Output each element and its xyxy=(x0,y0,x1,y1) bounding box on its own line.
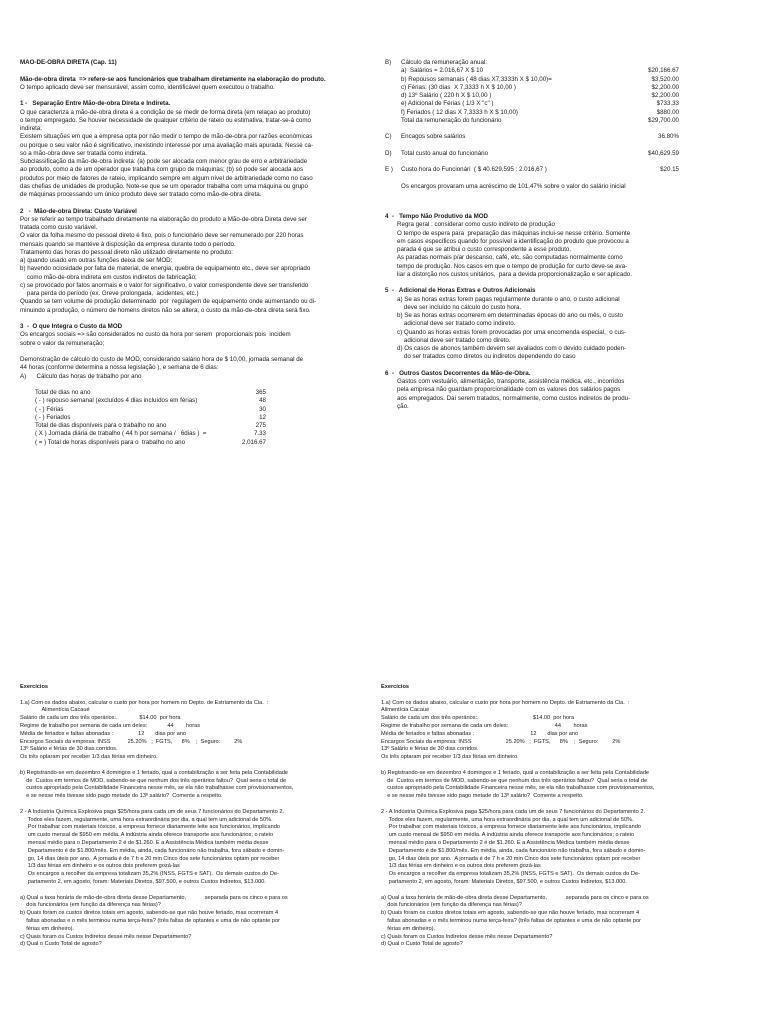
text-line: 1/3 das férias em dinheiro e os outros dois preferem gozá-las xyxy=(20,863,180,870)
text-line: e se nesse mês tivesse sido pago metade do 13º salário? Comente a respeito. xyxy=(20,793,223,800)
remun-value: $20,166.67 xyxy=(648,67,679,75)
calc-row xyxy=(20,414,370,422)
calc-label: ( - ) Férias xyxy=(35,405,64,413)
text-line: partamento 2, em agosto, foram: Materiais Diretos, $97.500, e outros Custos Indiretos, $13.000. xyxy=(381,878,627,885)
text-line: Salário de cada um dos três operários:. $14.00 por hora xyxy=(20,715,181,722)
text-line: e se nesse mês tivesse sido pago metade do 13º salário? Comente a respeito. xyxy=(381,793,584,800)
calc-row xyxy=(20,430,370,438)
calc-label: ( = ) Total de horas disponíveis para o trabalho no ano xyxy=(35,438,186,446)
text-line: Por se referir ao tempo trabalhado diretamente na elaboração do produto a Mão-de-obra Direta deve ser xyxy=(20,215,307,223)
remun-value: $29,700.00 xyxy=(648,116,679,124)
text-line: ao produto, como a de um operador que trabalha com grupo de máquinas; (b) só pode ser alocada aos xyxy=(20,166,304,174)
text-line xyxy=(20,315,370,323)
remun-row xyxy=(385,117,745,125)
text-line: As paradas normais p/ar descanso, café, etc. são computadas normalmente como xyxy=(385,254,623,262)
text-line: b) havendo ociosidade por falta de material, de energia, quebra de equipamento etc., deve ser apropriado xyxy=(20,265,311,273)
text-line: Departamento é de $1.800/mês. Em média, ainda, cada funcionário não trabalha, fora sábado e domin- xyxy=(20,847,285,854)
remun-row xyxy=(385,175,745,183)
text-line: d) Qual o Custo Total de agosto? xyxy=(20,941,102,948)
text-line: indireta. xyxy=(20,125,43,132)
text-line: b) Se as horas extras ocorrerem em determinadas épocas do ano ou mês, o custo xyxy=(385,312,623,319)
text-line: d) Qual o Custo Total de agosto? xyxy=(381,941,463,948)
remun-row xyxy=(385,109,745,117)
text-line: b) Quais foram os custos diretos totais em agosto, sabendo-se que não houve feriado, mas ocorreram 4 xyxy=(381,910,640,917)
text-line: faltas abonadas e o mês terminou numa terça-feira? (três faltas de optantes e uma de não optante por xyxy=(20,917,280,924)
calc-value: 365 xyxy=(255,389,266,396)
text-line: 2 - A Indústria Química Explosiva paga $25/hora para cada um de seus 7 funcionários do Departamento 2. xyxy=(20,808,284,815)
remun-label: Custo hora do Funcionári ( $ 40.629,595 : 2.016,67 ) xyxy=(401,166,547,174)
remun-label: d) 13º Salário ( 220 h X $ 10,00 ) xyxy=(401,92,492,99)
remun-row xyxy=(385,133,745,141)
text-line: Média de feriados e faltas abonadas : 12 dias por ano xyxy=(20,730,187,737)
text-line: go, 14 dias úteis por ano. A jornada é de 7 h e 20 min Cinco dos sete funcionários optam por receber xyxy=(20,855,280,862)
remun-value: $40,629.59 xyxy=(648,149,679,157)
text-line: c) se provocado por fatos anormais e o valor for significativo, o valor correspondente deve ser transferido xyxy=(20,281,309,289)
text-line: mensal médio para o Departamento 2 é de $1.260. E a Assistência Médica também média desse xyxy=(20,839,269,846)
remun-row xyxy=(385,142,745,150)
text-line: pela empresa não guardam proporcionalidade com os valores dos salários pagos xyxy=(385,386,621,394)
text-line xyxy=(20,67,370,75)
remun-row xyxy=(385,183,745,191)
text-line xyxy=(385,279,745,287)
text-line: 1 - Separação Entre Mão-de-obra Direta e Indireta. xyxy=(20,100,171,108)
text-line: a) Qual a taxa horária de mão-de-obra direta desse Departamento, separada para os cinco e para os xyxy=(20,894,288,901)
text-line: b) Registrando-se em dezembro 4 domingos e 1 feriado, qual a contabilização a ser feita pela Contabilidade xyxy=(20,769,289,776)
text-line: Gastos com vestuário, alimentação, transporte, assistência médica, etc., incorridos xyxy=(385,378,625,385)
text-line: tratada como custo variável. xyxy=(20,224,98,231)
calc-value: 30 xyxy=(259,405,266,413)
text-line: um custo mensal de $950 em média. A indústria ainda oferece transporte aos funcionários; o rateio xyxy=(381,832,635,839)
text-line xyxy=(381,692,751,700)
text-line: partamento 2, em agosto, foram: Materiais Diretos, $97.500, e outros Custos Indiretos, $13.000. xyxy=(20,878,266,885)
text-line: a) Se as horas extras forem pagas regularmente durante o ano, o custo adicional xyxy=(385,295,620,303)
remun-row xyxy=(385,150,745,158)
text-line: Por trabalhar com materiais tóxicos, a empresa fornece diariamente leite aos funcionários, implicando xyxy=(381,824,641,831)
text-line: tempo de produção. Nos casos em que o tempo de produção for curto deve-se ava- xyxy=(385,262,628,270)
text-line: das chefias de unidades de produção. Note-se que se um operador trabalha com uma máquina ou grupo xyxy=(20,182,308,190)
text-line: 2 - Mão-de-obra Direta: Custo Variável xyxy=(20,207,137,215)
remun-marker: C) xyxy=(385,133,392,141)
text-line: MÃO-DE-OBRA DIRETA (Cap. 11) xyxy=(20,59,117,66)
text-line: a) quando usado em outras funções deixa de ser MOD; xyxy=(20,257,173,264)
text-line xyxy=(20,762,375,770)
text-line: dois funcionários (em função da diferença nas férias)? xyxy=(381,902,522,909)
text-line: liar a distorção nos custos unitários, para a devida proporcionalização e ser aplicado. xyxy=(385,270,632,278)
text-line: parada é que se atribui o custo correspondente a esse produto. xyxy=(385,246,572,253)
remun-row xyxy=(385,59,745,67)
calc-row xyxy=(20,439,370,447)
text-line: a) Qual a taxa horária de mão-de-obra direta desse Departamento, separada para os cinco e para os xyxy=(381,894,649,901)
remun-value: $2,200.00 xyxy=(651,83,679,91)
remun-label: e) Adicional de Férias ( 1/3 X "c" ) xyxy=(401,100,494,108)
text-line: um custo mensal de $950 em média. A indústria ainda oferece transporte aos funcionários; o rateio xyxy=(20,832,274,839)
text-line: 1/3 das férias em dinheiro e os outros dois preferem gozá-las xyxy=(381,863,541,870)
text-line: Encargos Sociais da empresa: INSS 25.20% ; FGTS, 8% ; Seguro: 2% xyxy=(381,738,621,745)
calc-value: 2,016.67 xyxy=(241,438,266,446)
text-line: O valor da folha mesmo do pessoal direto é fixo, pois o funcionário deve ser remunerado por 220 horas xyxy=(20,232,304,240)
text-line: O tempo aplicado deve ser mensurável, assim como, identificável quem executou o trabalho. xyxy=(20,83,275,91)
text-line: em casos específicos quando for possível a identificação do produto que provocou a xyxy=(385,237,629,245)
remun-row xyxy=(385,166,745,174)
text-line: 13º Salário e férias de 30 dias corridos. xyxy=(381,746,479,753)
text-line: go, 14 dias úteis por ano. A jornada é de 7 h e 20 min Cinco dos sete funcionários optam por receber xyxy=(381,855,641,862)
text-line: Subclassificação da mão-de-obra indireta: (a) pode ser alocada com menor grau de erro e arbitrariedade xyxy=(20,158,308,165)
text-line: Exercícios xyxy=(20,684,48,690)
text-line: Os três optaram por receber 1/3 das férias em dinheiro. xyxy=(381,754,519,761)
calc-row xyxy=(20,406,370,414)
text-line: Existem situações em que a empresa opta por não medir o tempo de mão-de-obra por razões econômicas xyxy=(20,133,313,141)
remuneration-table xyxy=(385,59,745,191)
text-line: b) Quais foram os custos diretos totais em agosto, sabendo-se que não houve feriado, mas ocorreram 4 xyxy=(20,910,279,917)
text-line: Alimentícia Cacaué xyxy=(381,707,430,714)
calc-label: ( X ) Jornada diária de trabalho ( 44 h por semana / 6dias ) = xyxy=(35,430,207,438)
text-line: so a mão-obra deve ser tratada como indireta. xyxy=(20,149,147,157)
text-line xyxy=(20,692,375,700)
text-line: Exercícios xyxy=(381,684,409,690)
text-line: 2 - A Indústria Química Explosiva paga $25/hora para cada um de seus 7 funcionários do Departamento 2. xyxy=(381,808,645,815)
remun-label: a) Salários = 2.016,67 X $ 10 xyxy=(401,67,484,75)
text-line: Os encargos sociais => são considerados no custo da hora por serem proporcionais pois incidem xyxy=(20,331,291,339)
remun-label: f) Feriados ( 12 dias X 7,3333 h X $ 10,00) xyxy=(401,108,518,116)
calc-row xyxy=(20,389,370,397)
calc-value: 7.33 xyxy=(253,430,266,438)
remun-row xyxy=(385,67,745,75)
exercicios-right xyxy=(381,684,751,949)
calc-row xyxy=(20,397,370,405)
text-line: Todos eles fazem, regularmente, uma hora extraordinária por dia, a qual tem um adicional de 50%. xyxy=(381,816,634,823)
text-line: aos empregados. Daí serem tratados, normalmente, como custos indiretos de produ- xyxy=(385,394,631,402)
text-line: A) Cálculo das horas de trabalho por ano xyxy=(20,372,142,380)
text-line: c) Quando as horas extras forem provocadas por uma encomenda especial, o cus- xyxy=(385,328,627,336)
text-line: Regime de trabalho por semana de cada um deles: 44 horas xyxy=(20,722,201,729)
text-line: ção. xyxy=(385,402,409,410)
text-line: Os três optaram por receber 1/3 das férias em dinheiro. xyxy=(20,754,158,761)
text-line: deve ser incluído no cálculo do custo hora. xyxy=(385,303,522,311)
text-line: de Custos em termos de MOD, sabendo-se que nenhum dos três operários faltou? Qual seria o total de xyxy=(20,777,287,784)
text-line: Média de feriados e faltas abonadas : 12 dias por ano xyxy=(381,730,579,737)
text-line xyxy=(20,199,370,207)
text-line xyxy=(385,362,745,370)
text-line: Os encargos a recolher da empresa totalizam 35,2% (INSS, FGTS e SAT). Os demais custos do De- xyxy=(381,871,640,878)
text-line: O que caracteriza a mão-de-obra direta é a condição de se medir de forma direta (em relaçao ao produto) xyxy=(20,108,311,116)
text-line: mensal médio para o Departamento 2 é de $1.260. E a Assistência Médica também média desse xyxy=(381,839,630,846)
text-line: Quando se tem volume de produção determinado por regulagem de equipamento onde aumentando ou di- xyxy=(20,298,317,306)
text-line: 4 - Tempo Não Produtivo da MOD xyxy=(385,213,489,220)
text-line xyxy=(20,801,375,809)
remun-value: $2,200.00 xyxy=(651,92,679,99)
remun-value: $20.15 xyxy=(660,166,679,174)
remun-label: c) Férias: (30 dias X 7,3333 h X $ 10,00 ) xyxy=(401,83,516,91)
calc-label: Total de dias disponíveis para o trabalho no ano xyxy=(35,422,167,429)
text-line: Tratamento das horas do pessoal direto não utilizado diretamente no produto: xyxy=(20,248,234,256)
text-line: férias em dinheiro). xyxy=(20,925,75,932)
text-line: Por trabalhar com materiais tóxicos, a empresa fornece diariamente leite aos funcionários, implicando xyxy=(20,824,280,831)
text-line xyxy=(381,887,751,895)
text-line: mensais quando se mantéve à disposição da empresa durante todo o período. xyxy=(20,240,236,248)
left-top-text xyxy=(20,59,370,381)
text-line: sobre o valor da remuneração; xyxy=(20,339,105,347)
text-line: c) Quais foram os Custos Indiretos desse mês nesse Departamento? xyxy=(20,933,192,940)
text-line: Salário de cada um dos três operários:. $14.00 por hora xyxy=(381,715,575,722)
remun-value: $880.00 xyxy=(656,108,679,116)
text-line: Regra geral : considerar como custo indireto de produção xyxy=(385,221,555,229)
exercicios-left xyxy=(20,684,375,949)
text-line xyxy=(20,887,375,895)
text-line xyxy=(20,348,370,356)
text-line: faltas abonadas e o mês terminou numa terça-feira? (três faltas de optantes e uma de não optante por xyxy=(381,917,641,924)
calc-label: ( - ) Feriados xyxy=(35,413,71,421)
text-line: produtos por meio de fatores de rateio, implicando sempre em algum nível de arbitrariedade como no caso xyxy=(20,174,313,182)
remun-value: $733.33 xyxy=(656,100,679,108)
right-top-text xyxy=(385,213,745,411)
text-line: o tempo empregado. Se houver necessidade de qualquer critério de rateio ou estimativa, tratar-se-á como xyxy=(20,116,311,124)
text-line: de Custos em termos de MOD, sabendo-se que nenhum dos três operários faltou? Qual seria o total de xyxy=(381,777,648,784)
text-line xyxy=(381,762,751,770)
text-line: Alimentícia Cacaué xyxy=(20,707,90,714)
text-line: custos apropriado pela Contabilidade Financeira nesse mês, se ela não trabalhasse com provisionamentos, xyxy=(381,785,655,792)
text-line: adicional deve ser tratado como direto. xyxy=(385,336,511,344)
remun-row xyxy=(385,158,745,166)
remun-label: Total custo anual do funcionário xyxy=(401,149,489,157)
remun-row xyxy=(385,100,745,108)
remun-label: Total da remuneração do funcionário xyxy=(401,116,502,124)
text-line: 3 - O que Integra o Custo da MOD xyxy=(20,323,123,330)
remun-label: Encagos sobre salários xyxy=(401,133,466,141)
text-line: 13º Salário e férias de 30 dias corridos. xyxy=(20,746,118,753)
text-line: 44 horas (conforme determina a nossa legislação ), e semana de 6 dias: xyxy=(20,364,219,372)
text-line: d) Os casos de abonos também devem ser avaliados com o devido cuidado poden- xyxy=(385,345,627,352)
remun-marker: E ) xyxy=(385,166,393,174)
text-line: 5 - Adicional de Horas Extras e Outros Adicionais xyxy=(385,287,536,295)
hours-calc-table xyxy=(20,389,370,447)
text-line: ou porque o seu valor não é significativo, inexistindo interesse por uma avaliação mais apurada. Nesse ca- xyxy=(20,141,314,149)
text-line: Os encargos a recolher da empresa totalizam 35,2% (INSS, FGTS e SAT). Os demais custos do De- xyxy=(20,871,279,878)
remun-label: b) Repousos semanais ( 48 dias X7,3333h X $ 10,00)= xyxy=(401,75,552,83)
text-line: Todos eles fazem, regularmente, uma hora extraordinária por dia, a qual tem um adicional de 50%. xyxy=(20,816,273,823)
text-line: Encargos Sociais da empresa: INSS 25.20% ; FGTS, 8% ; Seguro: 2% xyxy=(20,738,243,745)
calc-value: 275 xyxy=(255,422,266,429)
text-line xyxy=(20,92,370,100)
text-line: custos apropriado pela Contabilidade Financeira nesse mês, se ela não trabalhasse com provisionamentos, xyxy=(20,785,294,792)
text-line: de máquinas processando um único produto deve ser tratado como mão-de-obra direta. xyxy=(20,191,262,198)
calc-label: Total de dias no ano xyxy=(35,389,91,396)
text-line: Demonstração de cálculo do custo de MOD, considerando salário hora de $ 10,00, jornada semanal de xyxy=(20,356,304,363)
remun-label: Cálculo da remuneração anual: xyxy=(401,59,487,66)
calc-label: ( - ) repouso semanal (excluídos 4 dias incluídos em férias) xyxy=(35,397,198,405)
text-line: do ser tratados como diretos ou indiretos dependendo do caso xyxy=(385,353,576,361)
text-line: 1.a) Com os dados abaixo, calcular o custo por hora por homem no Depto. de Estriamento da Cia. : xyxy=(381,699,630,706)
remun-label: Os encargos provaram uma acréscimo de 101,47% sobre o valor do salário inicial xyxy=(401,182,626,190)
text-line: c) Quais foram os Custos Indiretos desse mês nesse Departamento? xyxy=(381,933,553,940)
remun-row xyxy=(385,92,745,100)
text-line: adicional deve ser tratado como indireto. xyxy=(385,320,516,328)
text-line: Departamento é de $1.800/mês. Em média, ainda, cada funcionário não trabalha, fora sábado e domin- xyxy=(381,847,646,854)
text-line: férias em dinheiro). xyxy=(381,925,436,932)
calc-value: 12 xyxy=(259,413,266,421)
text-line xyxy=(381,801,751,809)
remun-marker: D) xyxy=(385,149,392,157)
text-line: minuindo a produção, o número de homens diretos não se altera, o custo da mão-de-obra direta será fixo. xyxy=(20,306,311,314)
remun-marker: B) xyxy=(385,59,392,66)
text-line: Regime de trabalho por semana de cada um deles: 44 horas xyxy=(381,722,588,729)
remun-value: 36.80% xyxy=(658,133,679,141)
text-line: 1.a) Com os dados abaixo, calcular o custo por hora por homem no Depto. de Estriamento da Cia. : xyxy=(20,699,269,706)
text-line: dois funcionários (em função da diferença nas férias)? xyxy=(20,902,161,909)
text-line: como mão-de-obra indireta em custos indiretos de fabricação; xyxy=(20,273,197,281)
text-line: para perda do período (ex. Greve prolongada, acidentes, etc.) xyxy=(20,290,199,297)
text-line: b) Registrando-se em dezembro 4 domingos e 1 feriado, qual a contabilização a ser feita pela Contabilidade xyxy=(381,769,650,776)
text-line: O tempo de espera para preparação das máquinas inclui-se nesse critério. Somente xyxy=(385,229,631,237)
text-line: 6 - Outros Gastos Decorrentes da Mão-de-Obra. xyxy=(385,369,531,377)
remun-row xyxy=(385,84,745,92)
calc-value: 48 xyxy=(259,397,266,405)
remun-row xyxy=(385,76,745,84)
remun-row xyxy=(385,125,745,133)
calc-row xyxy=(20,422,370,430)
remun-value: $3,520.00 xyxy=(651,75,679,83)
text-line: Mão-de-obra direta => refere-se aos funcionários que trabalham diretamente na elaboração do produto. xyxy=(20,75,326,83)
